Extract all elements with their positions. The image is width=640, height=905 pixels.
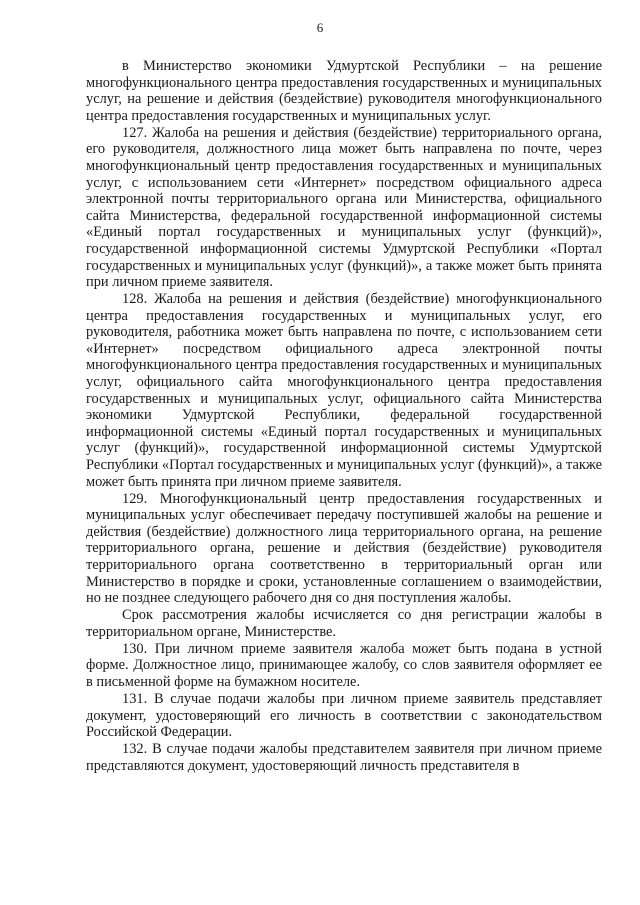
paragraph-review-period: Срок рассмотрения жалобы исчисляется со дня регистрации жалобы в территориальном органе, Министерстве. xyxy=(86,607,602,640)
paragraph-130: 130. При личном приеме заявителя жалоба может быть подана в устной форме. Должностное лицо, принимающее жалобу, со слов заявителя оформляет ее в письменной форме на бумажном носителе. xyxy=(86,640,602,690)
paragraph-128: 128. Жалоба на решения и действия (бездействие) многофункционального центра предоставления государственных и муниципальных услуг, его руководителя, работника может быть направлена по почте, с использованием сети «Интернет» посредством официального адреса электронной почты многофункционального центра предоставления государственных и муниципальных услуг, официального сайта многофункционального центра предоставления государственных и муниципальных услуг, официального сайта Министерства экономики Удмуртской Республики, федеральной государственной информационной системы «Единый портал государственных и муниципальных услуг (функций)», государственной информационной системы Удмуртской Республики «Портал государственных и муниципальных услуг (функций)», а также может быть принята при личном приеме заявителя. xyxy=(86,291,602,490)
paragraph-132: 132. В случае подачи жалобы представителем заявителя при личном приеме представляются документ, удостоверяющий личность представителя в xyxy=(86,741,602,774)
paragraph-129: 129. Многофункциональный центр предоставления государственных и муниципальных услуг обеспечивает передачу поступившей жалобы на решение и действия (бездействие) должностного лица территориального органа, на решение территориального органа, решение и действия (бездействие) руководителя территориального органа соответственно в территориальный орган или Министерство в порядке и сроки, установленные соглашением о взаимодействии, но не позднее следующего рабочего дня со дня поступления жалобы. xyxy=(86,490,602,607)
document-body xyxy=(86,58,602,774)
paragraph-131: 131. В случае подачи жалобы при личном приеме заявитель представляет документ, удостоверяющий его личность в соответствии с законодательством Российской Федерации. xyxy=(86,690,602,741)
paragraph-continuation: в Министерство экономики Удмуртской Республики – на решение многофункционального центра предоставления государственных и муниципальных услуг, на решение и действия (бездействие) руководителя многофункционального центра предоставления государственных и муниципальных услуг. xyxy=(86,58,602,124)
page-number: 6 xyxy=(316,20,324,35)
paragraph-127: 127. Жалоба на решения и действия (бездействие) территориального органа, его руководителя, должностного лица может быть направлена по почте, через многофункциональный центр предоставления государственных и муниципальных услуг, с использованием сети «Интернет» посредством официального адреса электронной почты территориального органа или Министерства, официального сайта Министерства, федеральной государственной информационной системы «Единый портал государственных и муниципальных услуг (функций)», государственной информационной системы Удмуртской Республики «Портал государственных и муниципальных услуг (функций)», а также может быть принята при личном приеме заявителя. xyxy=(86,124,602,291)
